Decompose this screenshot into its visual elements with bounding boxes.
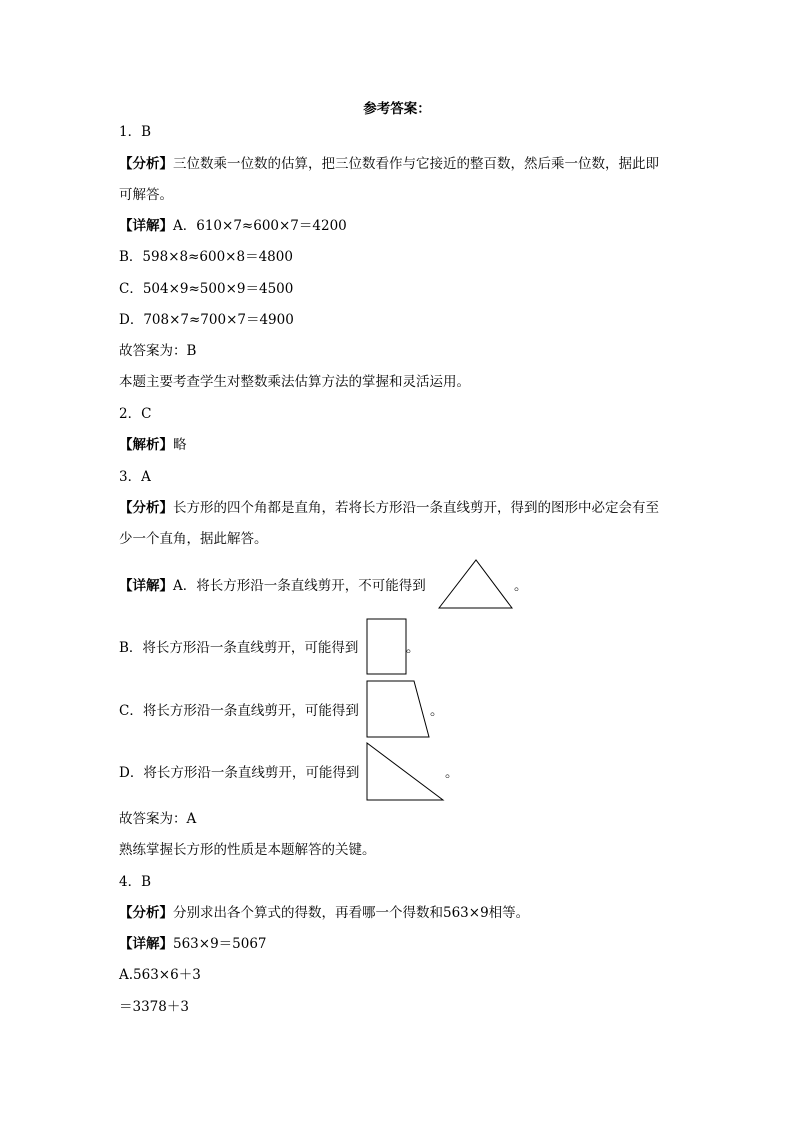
q1-detail-c: C．504×9≈500×9＝4500 — [119, 281, 294, 297]
q2-analysis-tag: 【解析】 — [119, 437, 173, 453]
right-trapezoid-figure — [366, 680, 432, 740]
q3-detail-b: B．将长方形沿一条直线剪开，可能得到 — [119, 640, 359, 656]
q3-analysis-line1 — [119, 499, 659, 517]
rectangle-figure — [366, 618, 408, 676]
q1-analysis-line1 — [119, 155, 659, 173]
q3-detail-a-text: A．将长方形沿一条直线剪开，不可能得到 — [173, 578, 426, 594]
q4-analysis-tag: 【分析】 — [119, 905, 173, 921]
q1-summary: 本题主要考查学生对整数乘法估算方法的掌握和灵活运用。 — [119, 374, 470, 390]
q4-step1: ＝3378＋3 — [119, 999, 189, 1015]
q4-analysis-text: 分别求出各个算式的得数，再看哪一个得数和563×9相等。 — [173, 905, 530, 921]
q3-detail-d: D．将长方形沿一条直线剪开，可能得到 — [119, 765, 360, 781]
q3-summary: 熟练掌握长方形的性质是本题解答的关键。 — [119, 842, 376, 858]
q3-detail-c: C．将长方形沿一条直线剪开，可能得到 — [119, 703, 359, 719]
right-triangle-figure — [366, 742, 446, 802]
q2-analysis-text: 略 — [173, 437, 187, 453]
q1-answer: 故答案为：B — [119, 343, 197, 359]
q2-analysis — [119, 436, 187, 454]
q4-detail-text: 563×9＝5067 — [173, 936, 267, 952]
q1-detail-a — [119, 217, 347, 235]
q3-detail-c-period: 。 — [430, 703, 444, 719]
q3-detail-b-period: 。 — [406, 640, 420, 656]
q3-number: 3．A — [119, 469, 151, 485]
page-title: 参考答案： — [363, 101, 431, 117]
q1-analysis-text: 三位数乘一位数的估算，把三位数看作与它接近的整百数，然后乘一位数，据此即 — [173, 156, 659, 172]
q4-option-a: A.563×6＋3 — [119, 967, 201, 983]
q1-detail-d: D．708×7≈700×7＝4900 — [119, 312, 294, 328]
acute-triangle-figure — [438, 559, 514, 610]
q4-detail-tag: 【详解】 — [119, 936, 173, 952]
q3-analysis-text: 长方形的四个角都是直角，若将长方形沿一条直线剪开，得到的图形中必定会有至 — [173, 500, 659, 516]
q1-analysis-line2: 可解答。 — [119, 187, 173, 203]
q1-analysis-tag: 【分析】 — [119, 156, 173, 172]
q3-analysis-tag: 【分析】 — [119, 500, 173, 516]
q4-detail — [119, 935, 267, 953]
q3-detail-tag: 【详解】 — [119, 578, 173, 594]
q1-detail-a-text: A．610×7≈600×7＝4200 — [173, 218, 347, 234]
q3-detail-a — [119, 577, 426, 595]
q3-detail-d-period: 。 — [445, 765, 459, 781]
q3-analysis-line2: 少一个直角，据此解答。 — [119, 531, 268, 547]
q3-detail-a-period: 。 — [514, 578, 528, 594]
q1-detail-b: B．598×8≈600×8＝4800 — [119, 249, 293, 265]
q2-number: 2．C — [119, 406, 152, 422]
q1-detail-tag: 【详解】 — [119, 218, 173, 234]
q1-number: 1．B — [119, 124, 152, 140]
q3-answer: 故答案为：A — [119, 811, 197, 827]
q4-analysis — [119, 904, 529, 922]
q4-number: 4．B — [119, 874, 152, 890]
